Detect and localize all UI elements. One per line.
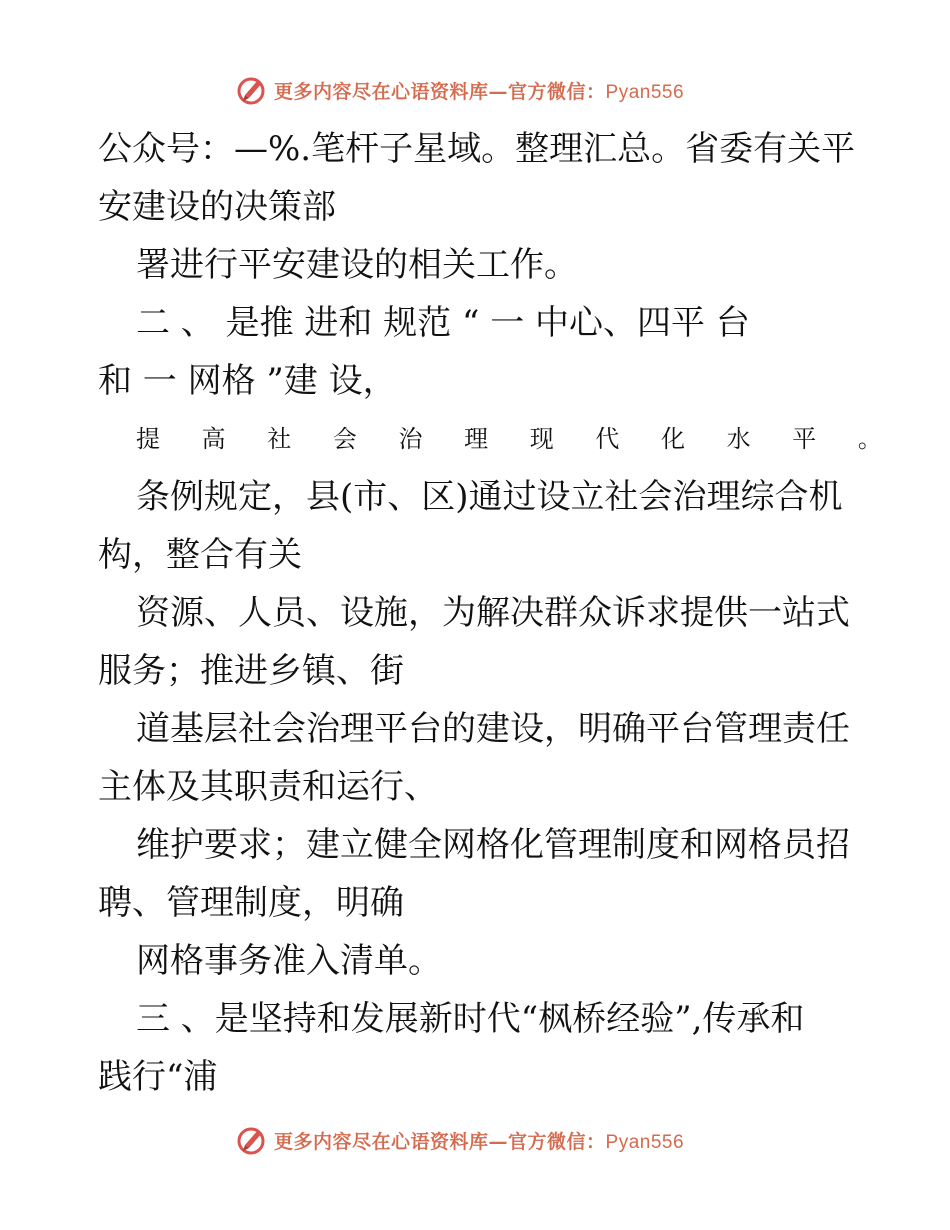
text-line: 条例规定，县(市、区)通过设立社会治理综合机 xyxy=(136,477,843,517)
pen-logo-icon xyxy=(236,1124,268,1156)
text-line: 三 、是坚持和发展新时代“枫桥经验”,传承和 xyxy=(136,999,805,1039)
text-line: 主体及其职责和运行、 xyxy=(98,767,438,807)
text-line: 践行“浦 xyxy=(98,1057,218,1097)
text-line: 署进行平安建设的相关工作。 xyxy=(136,245,578,285)
text-line: 安建设的决策部 xyxy=(98,187,336,227)
text-line: 二 、 是推 进和 规范 “ 一 中心、四平 台 xyxy=(136,303,750,343)
text-line: 聘、管理制度，明确 xyxy=(98,883,404,923)
pen-logo-icon xyxy=(236,74,268,106)
text-line: 资源、人员、设施，为解决群众诉求提供一站式 xyxy=(136,593,850,633)
text-line: 道基层社会治理平台的建设，明确平台管理责任 xyxy=(136,709,850,749)
text-line: 和 一 网格 ”建 设， xyxy=(98,361,397,401)
text-line: 维护要求；建立健全网格化管理制度和网格员招 xyxy=(136,825,850,865)
text-line: 服务；推进乡镇、街 xyxy=(98,651,404,691)
text-line: 公众号：—%.笔杆子星域。整理汇总。省委有关平 xyxy=(98,129,856,169)
watermark-text: 更多内容尽在心语资料库—官方微信：Pyan556 xyxy=(274,80,685,103)
text-line: 提 高 社 会 治 理 现 代 化 水 平 。 xyxy=(136,425,899,453)
watermark-header xyxy=(236,72,684,108)
watermark-footer xyxy=(236,1122,684,1158)
document-body xyxy=(98,120,899,1106)
text-line: 构，整合有关 xyxy=(98,535,302,575)
text-line: 网格事务准入清单。 xyxy=(136,941,442,981)
watermark-text: 更多内容尽在心语资料库—官方微信：Pyan556 xyxy=(274,1130,685,1153)
